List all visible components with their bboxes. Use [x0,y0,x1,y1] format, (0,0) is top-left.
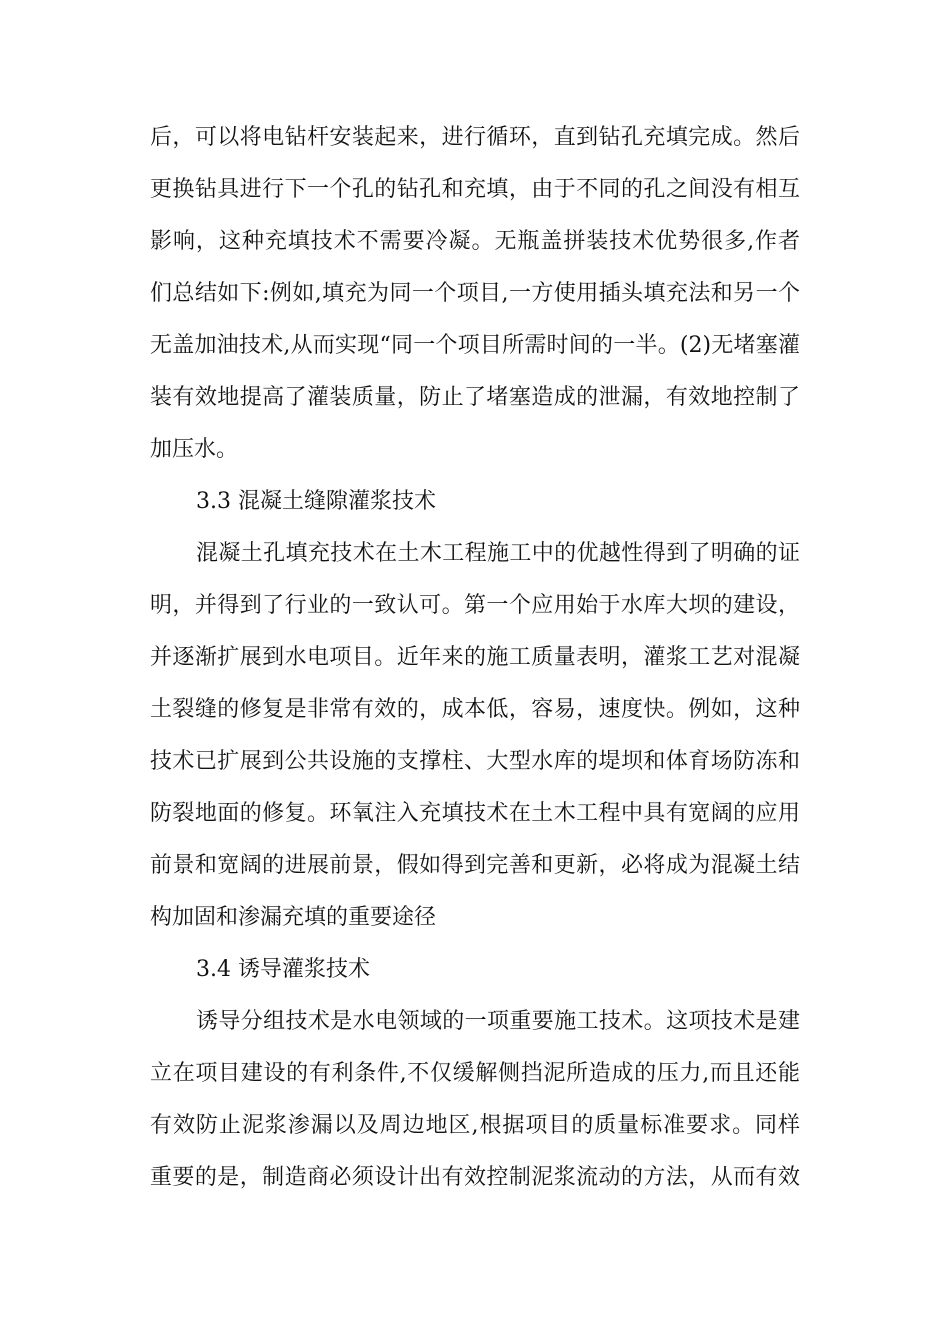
paragraph-line: 加压水。 [150,437,239,462]
section-heading-3-4: 3.4 诱导灌浆技术 [196,957,370,982]
paragraph-line: 重要的是，制造商必须设计出有效控制泥浆流动的方法，从而有效 [150,1165,800,1190]
paragraph-line: 诱导分组技术是水电领域的一项重要施工技术。这项技术是建 [196,1009,800,1034]
paragraph-line: 更换钻具进行下一个孔的钻孔和充填，由于不同的孔之间没有相互 [150,177,800,202]
paragraph-line: 混凝土孔填充技术在土木工程施工中的优越性得到了明确的证 [196,541,800,566]
paragraph-line: 立在项目建设的有利条件,不仅缓解侧挡泥所造成的压力,而且还能 [150,1061,800,1086]
paragraph-line: 影响，这种充填技术不需要冷凝。无瓶盖拼装技术优势很多,作者 [150,229,800,254]
paragraph-line: 前景和宽阔的进展前景，假如得到完善和更新，必将成为混凝土结 [150,853,800,878]
paragraph-line: 土裂缝的修复是非常有效的，成本低，容易，速度快。例如，这种 [150,697,800,722]
paragraph-line: 明，并得到了行业的一致认可。第一个应用始于水库大坝的建设， [150,593,800,618]
paragraph-line: 防裂地面的修复。环氧注入充填技术在土木工程中具有宽阔的应用 [150,801,800,826]
section-heading-3-3: 3.3 混凝土缝隙灌浆技术 [196,489,436,514]
paragraph-line: 装有效地提高了灌装质量，防止了堵塞造成的泄漏，有效地控制了 [150,385,800,410]
paragraph-line: 技术已扩展到公共设施的支撑柱、大型水库的堤坝和体育场防冻和 [150,749,800,774]
paragraph-line: 构加固和渗漏充填的重要途径 [150,905,437,930]
paragraph-line: 有效防止泥浆渗漏以及周边地区,根据项目的质量标准要求。同样 [150,1113,800,1138]
paragraph-line: 并逐渐扩展到水电项目。近年来的施工质量表明，灌浆工艺对混凝 [150,645,800,670]
paragraph-line: 无盖加油技术,从而实现“同一个项目所需时间的一半。(2)无堵塞灌 [150,333,800,358]
paragraph-line: 们总结如下:例如,填充为同一个项目,一方使用插头填充法和另一个 [150,281,800,306]
paragraph-line: 后，可以将电钻杆安装起来，进行循环，直到钻孔充填完成。然后 [150,125,800,150]
